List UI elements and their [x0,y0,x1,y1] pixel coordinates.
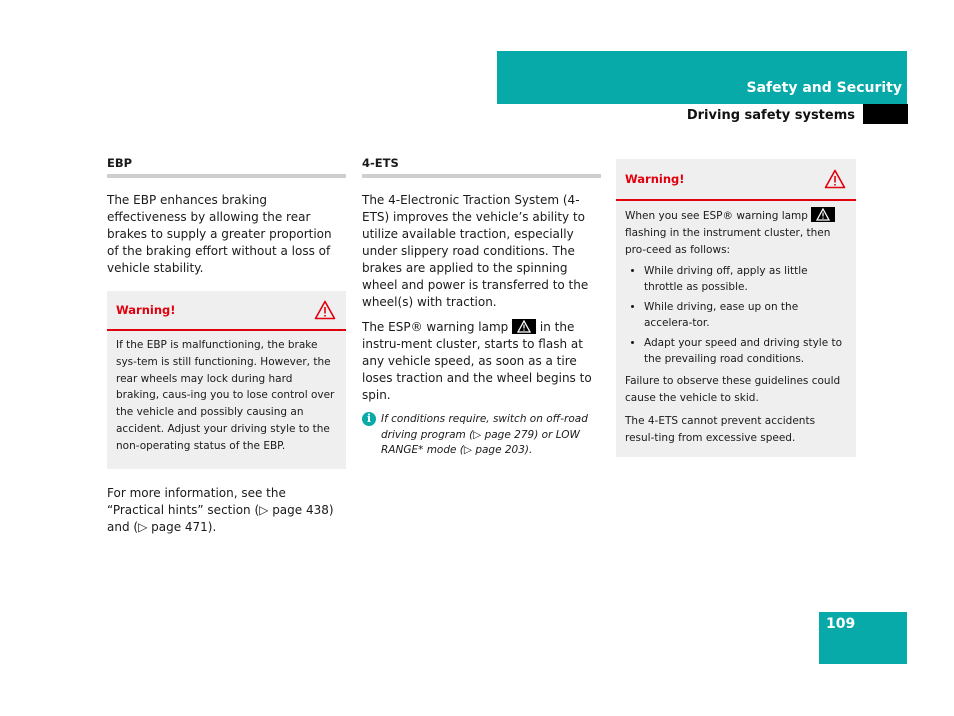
4ets-paragraph-1: The 4-Electronic Traction System (4-ETS) improves the vehicle’s ability to utilize available traction, especially under slippery road conditions. The brakes are applied to the spinning wheel and power is transferred to the wheel(s) with traction. [362,193,589,309]
warning-failure-text: Failure to observe these guidelines could cause the vehicle to skid. [625,375,841,405]
section-tab-marker [863,104,908,124]
bullet-item: • While driving, ease up on the accelera-tor. [644,300,847,331]
note-text: If conditions require, switch on off-road driving program (▷ page 279) or LOW RANGE* mode (▷ page 203). [381,413,588,456]
warning-label: Warning! [625,172,685,186]
bullet-item: • Adapt your speed and driving style to the prevailing road conditions. [644,336,847,367]
4ets-warning-box [616,159,856,457]
bullet-item: • While driving off, apply as little throttle as possible. [644,264,847,295]
intro-after: flashing in the instrument cluster, then pro-ceed as follows: [625,226,831,256]
info-icon: i [362,412,376,426]
esp-warning-lamp-icon [811,207,835,222]
4ets-warning-column [616,159,856,457]
subsection-title: Driving safety systems [686,108,855,123]
ebp-column [107,156,346,544]
ebp-warning-text: If the EBP is malfunctioning, the brake sys-tem is still functioning. However, the rear wheels may lock during hard braking, caus-ing you to lose control over the vehicle and possibly causing an accident. Adjust your driving style to the non-operating status of the EBP. [116,339,335,452]
warning-intro [616,207,856,258]
p2-before: The ESP® warning lamp [362,320,509,334]
warning-label: Warning! [116,303,176,317]
esp-warning-lamp-icon [512,319,536,334]
warning-triangle-icon [314,300,336,320]
ebp-heading: EBP [107,156,346,178]
warning-cannot-text: The 4-ETS cannot prevent accidents resul-ting from excessive speed. [625,414,816,444]
intro-before: When you see ESP® warning lamp [625,210,808,222]
warning-header [107,291,346,331]
warning-triangle-icon [824,169,846,189]
page-number: 109 [826,616,856,632]
4ets-note [362,412,601,459]
4ets-paragraph-2 [362,319,601,404]
ebp-more-info: For more information, see the “Practical hints” section (▷ page 438) and (▷ page 471). [107,485,334,534]
ebp-warning-box [107,291,346,469]
warning-bullet-list [616,264,856,367]
warning-header [616,159,856,201]
section-title: Safety and Security [746,80,902,96]
page-number-box [819,612,907,664]
p2-after: in the instru-ment cluster, starts to flash at any vehicle speed, as soon as a tire loses traction and the wheel begins to spin. [362,320,592,402]
section-header-bar [497,51,907,104]
4ets-column [362,156,601,459]
4ets-heading: 4-ETS [362,156,601,178]
ebp-intro: The EBP enhances braking effectiveness by allowing the rear brakes to supply a greater proportion of the braking effort without a loss of vehicle stability. [107,193,332,275]
